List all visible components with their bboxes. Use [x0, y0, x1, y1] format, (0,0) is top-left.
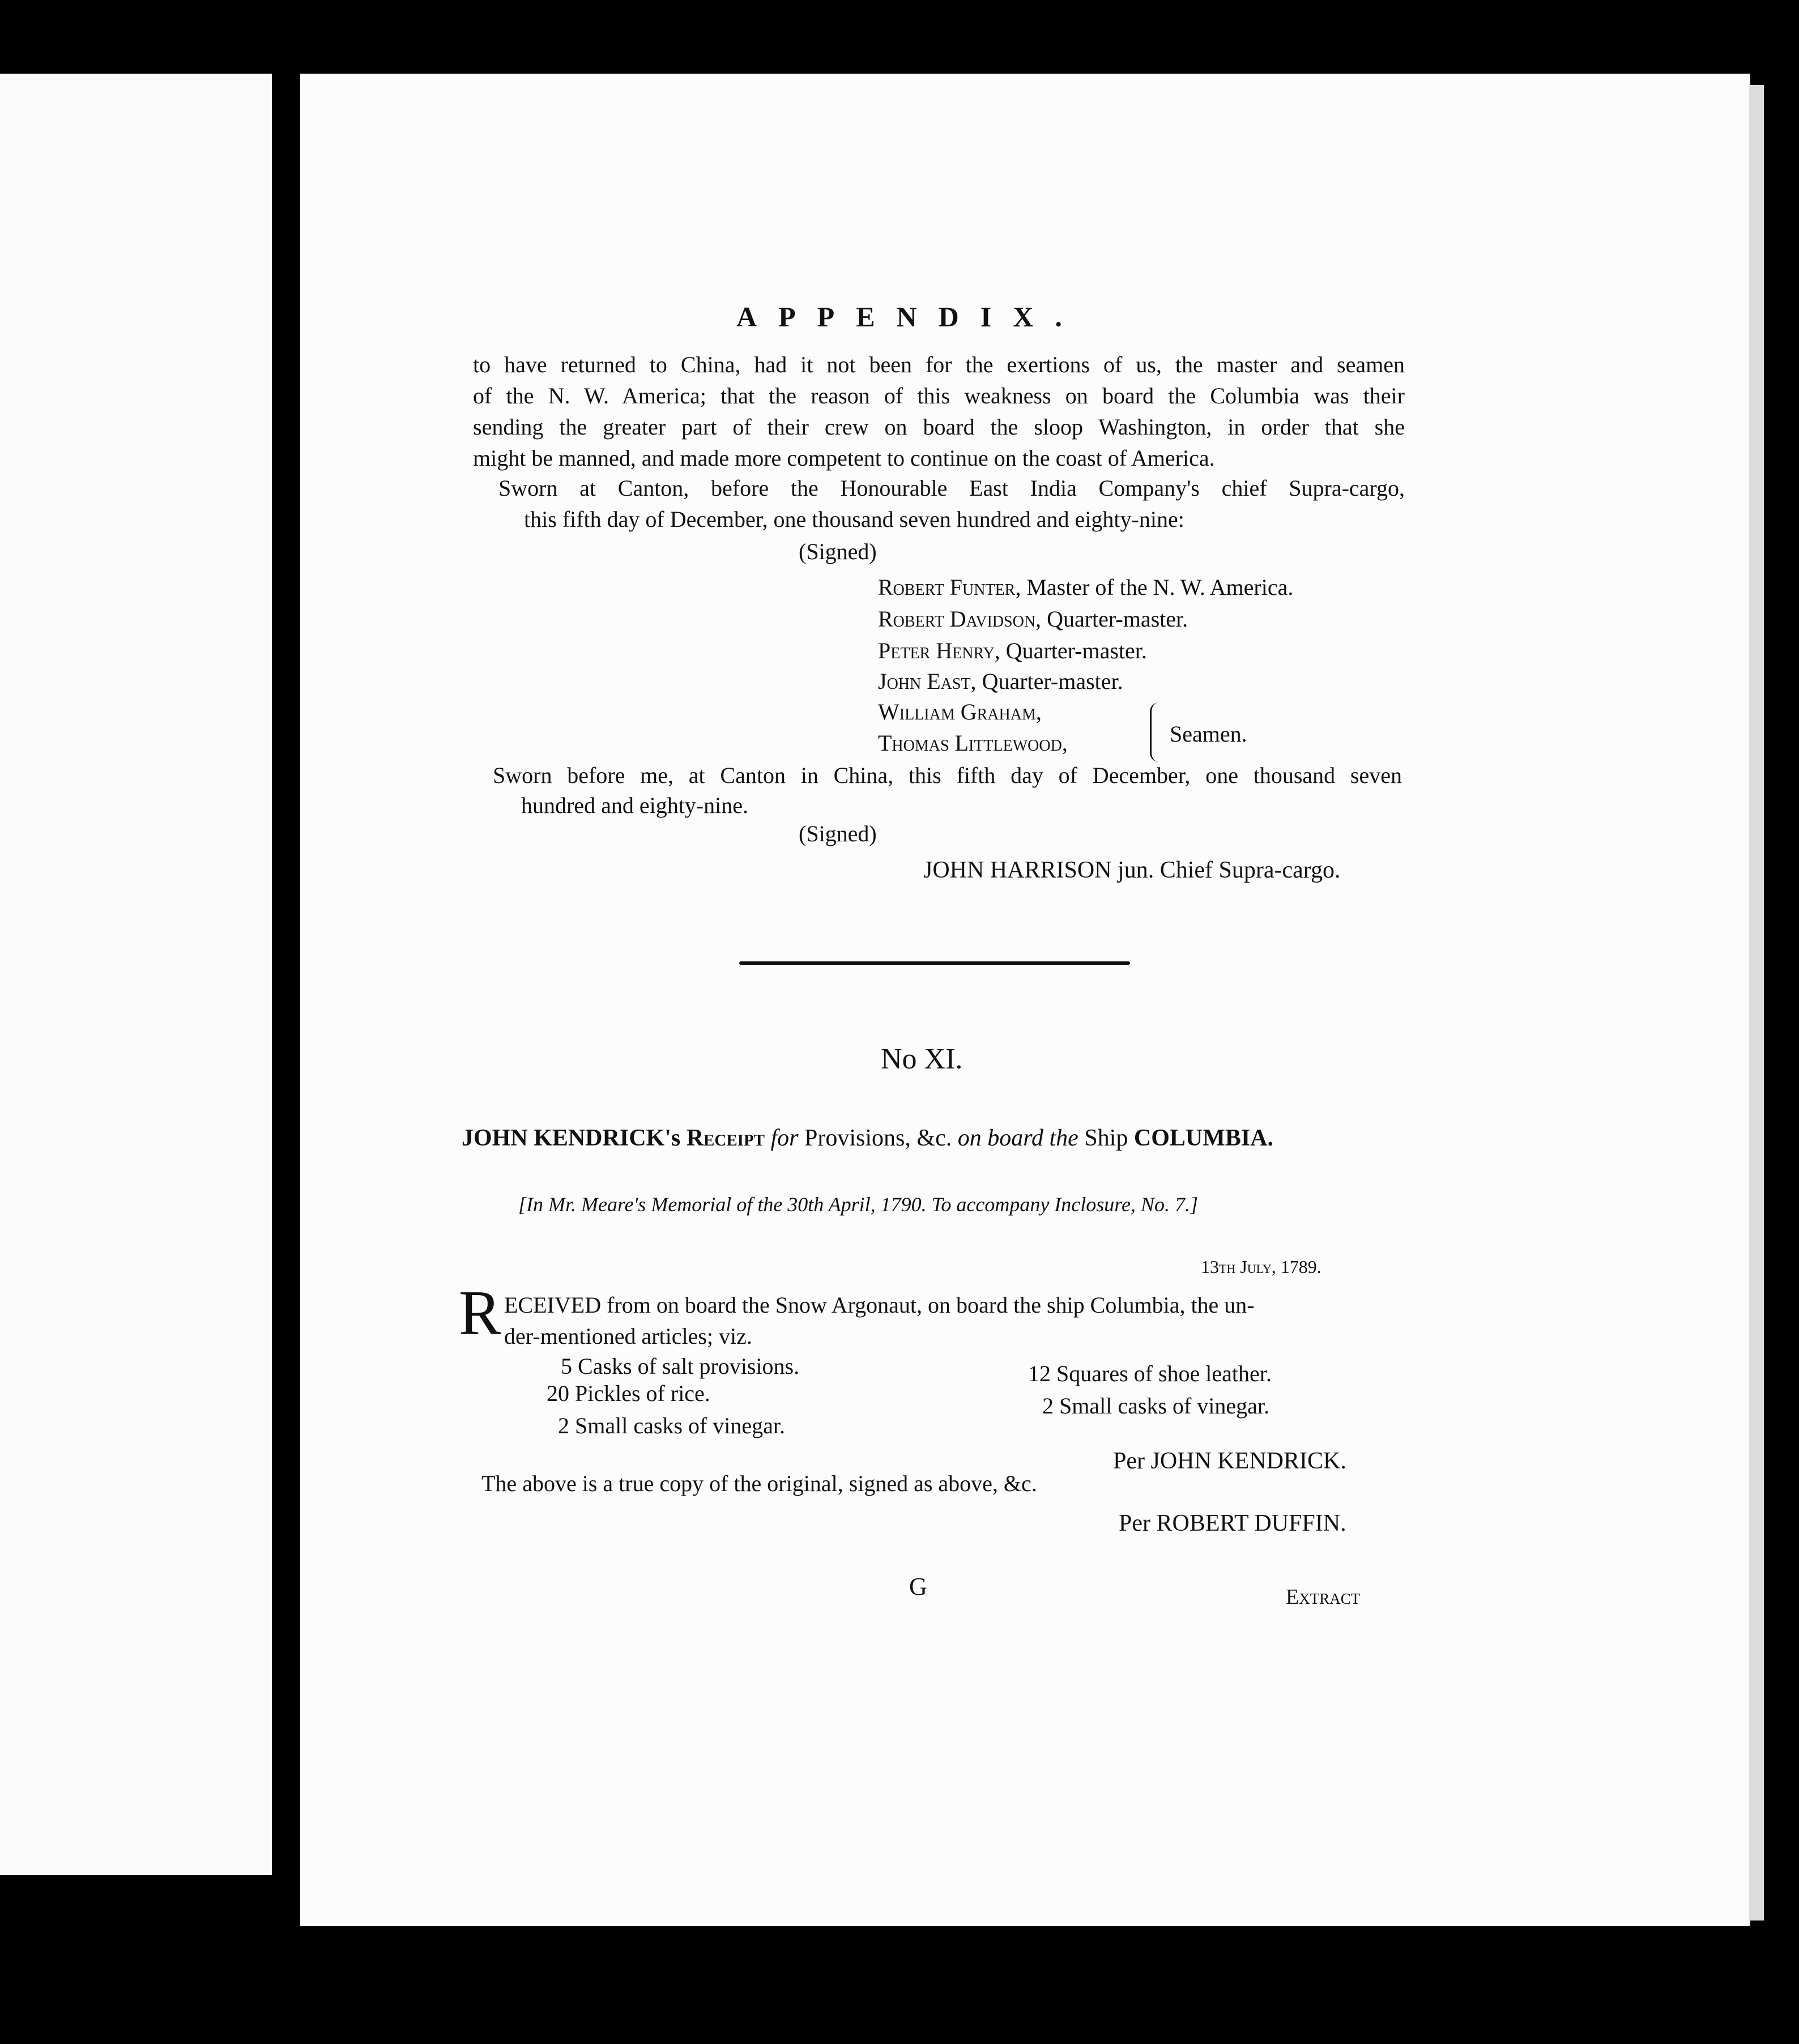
signatory: William Graham,: [878, 699, 1042, 725]
signatory: Thomas Littlewood,: [878, 730, 1068, 756]
paragraph-line: of the N. W. America; that the reason of this weakness on board the Columbia was their: [473, 383, 1405, 408]
sworn-statement: Sworn before me, at Canton in China, this fifth day of December, one thousand seven: [493, 763, 1402, 788]
section-divider: [739, 961, 1130, 965]
seamen-brace: [1150, 702, 1164, 762]
sworn-statement-cont: this fifth day of December, one thousand seven hundred and eighty-nine:: [524, 506, 1184, 532]
paragraph-line: to have returned to China, had it not been for the exertions of us, the master and seamen: [473, 352, 1405, 377]
signed-label: (Signed): [799, 539, 877, 564]
duffin-signoff: Per ROBERT DUFFIN.: [1119, 1510, 1346, 1536]
page-header: APPENDIX.: [736, 301, 1084, 333]
item-left: 2 Small casks of vinegar.: [558, 1413, 786, 1438]
paragraph-line: might be manned, and made more competent to continue on the coast of America.: [473, 445, 1215, 471]
receipt-date: 13th July, 1789.: [1201, 1257, 1321, 1277]
signatory: Peter Henry, Quarter-master.: [878, 638, 1147, 663]
catchword: Extract: [1286, 1585, 1361, 1609]
left-page: [0, 74, 272, 1875]
official-signature: JOHN HARRISON jun. Chief Supra-cargo.: [923, 857, 1341, 883]
item-left: 20 Pickles of rice.: [547, 1381, 710, 1406]
sworn-statement-cont: hundred and eighty-nine.: [521, 793, 748, 818]
signature-mark: G: [909, 1573, 927, 1600]
seamen-label: Seamen.: [1170, 721, 1247, 747]
receipt-text: der-mentioned articles; viz.: [504, 1323, 752, 1349]
receipt-text: ECEIVED from on board the Snow Argonaut, on board the ship Columbia, the un-: [504, 1292, 1255, 1318]
signatory: Robert Funter, Master of the N. W. America.: [878, 574, 1294, 600]
section-title: JOHN KENDRICK's Receipt for Provisions, &c. on board the Ship COLUMBIA.: [462, 1125, 1274, 1151]
item-left: 5 Casks of salt provisions.: [561, 1353, 800, 1379]
paragraph-line: sending the greater part of their crew on board the sloop Washington, in order that she: [473, 414, 1405, 440]
section-number: No XI.: [881, 1043, 963, 1075]
item-right: 2 Small casks of vinegar.: [1042, 1393, 1270, 1419]
item-right: 12 Squares of shoe leather.: [1028, 1361, 1272, 1386]
page-edge: [1749, 85, 1764, 1920]
kendrick-signoff: Per JOHN KENDRICK.: [1113, 1448, 1346, 1474]
signatory: John East, Quarter-master.: [878, 668, 1123, 694]
signed-label: (Signed): [799, 821, 877, 846]
memorial-note: [In Mr. Meare's Memorial of the 30th April, 1790. To accompany Inclosure, No. 7.]: [518, 1193, 1198, 1216]
copy-note: The above is a true copy of the original, signed as above, &c.: [481, 1471, 1037, 1496]
drop-cap: R: [459, 1278, 501, 1348]
sworn-statement: Sworn at Canton, before the Honourable East India Company's chief Supra-cargo,: [498, 475, 1405, 501]
signatory: Robert Davidson, Quarter-master.: [878, 606, 1188, 632]
